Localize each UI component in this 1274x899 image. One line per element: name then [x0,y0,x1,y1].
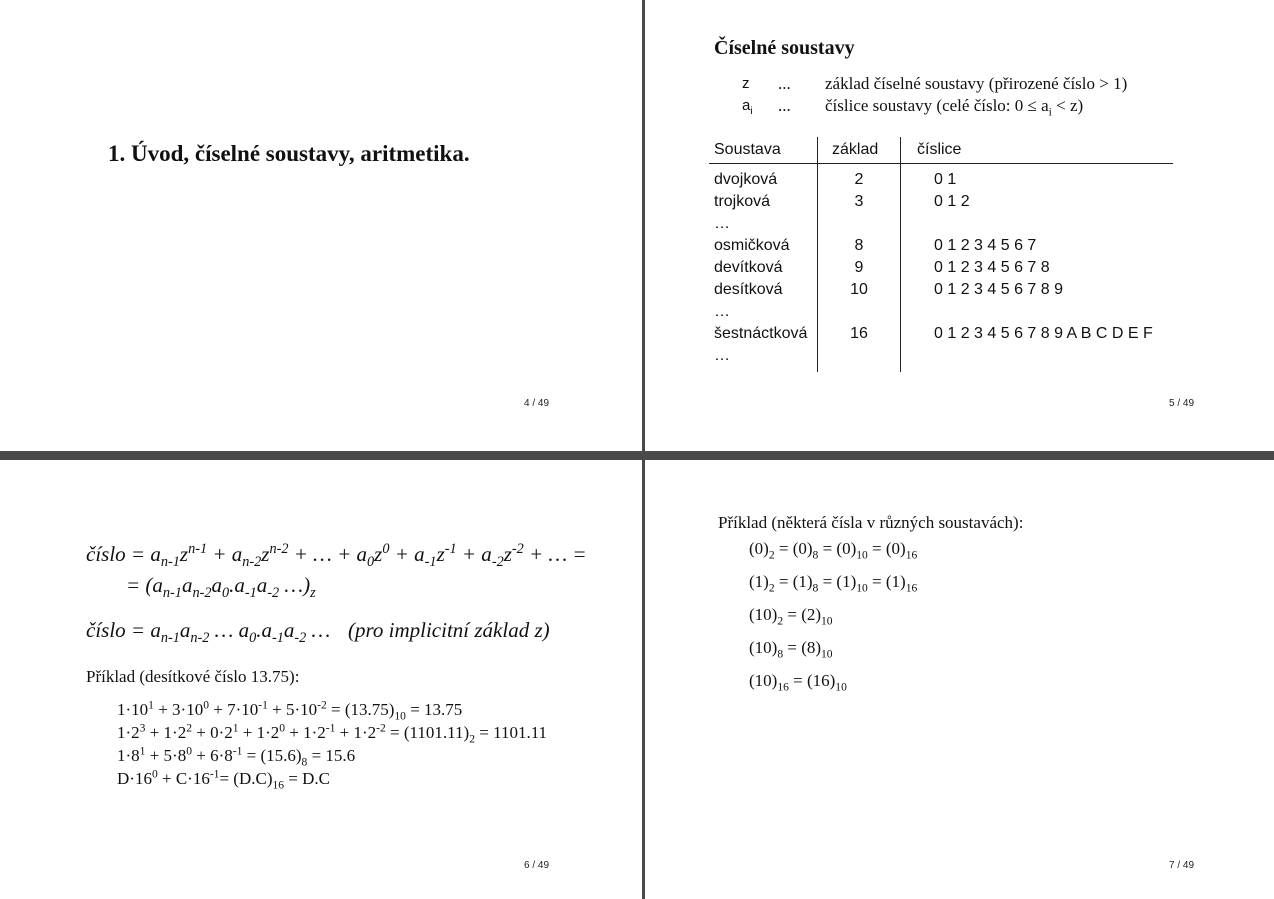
slide-7 [645,460,1274,899]
table-cell: trojková [714,193,771,210]
base-subscript: 10 [856,581,868,595]
base-subscript: 10 [821,647,833,661]
number-value: (1) [836,572,857,591]
def-symbol-ai: $a_i$ [742,97,753,117]
table-cell: 3 [854,193,864,210]
table-cell: 0 1 2 3 4 5 6 7 8 9 A B C D E F [934,325,1153,342]
example-title: Příklad (některá čísla v různých soustavách): [718,513,1024,532]
table-cell: šestnáctková [714,325,808,342]
base-subscript: 10 [856,548,868,562]
conversion-line: $(10)_2 = (2)_{10}$ [749,605,833,628]
table-header: Soustava [714,141,781,158]
base-subscript: 2 [768,581,775,595]
table-cell: 9 [854,259,864,276]
table-cell: … [714,303,730,320]
conversion-line: $(10)_8 = (8)_{10}$ [749,638,833,661]
number-value: (10) [749,605,778,624]
table-header: číslice [917,141,962,158]
base-subscript: 2 [768,548,775,562]
table-cell: 8 [854,237,864,254]
number-value: (1) [792,572,813,591]
horizontal-divider [0,451,1274,460]
number-value: (10) [749,638,778,657]
slide-5 [645,0,1274,451]
table-cell: 16 [850,325,868,342]
equation-general: číslo = $a_{n-1}z^{n-1} + a_{n-2}z^{n-2}$ + … + $a_0z^0 + a_{-1}z^{-1} + a_{-2}z^{-2}$ + … = [86,541,587,571]
slide-6 [0,460,642,899]
base-subscript: 8 [812,581,819,595]
example-title: Příklad (desítkové číslo 13.75): [86,667,300,686]
base-subscript: 10 [821,614,833,628]
number-value: (0) [792,539,813,558]
page-number: 5 / 49 [1169,398,1195,409]
number-value: (16) [806,671,836,690]
base-subscript: 16 [905,581,918,595]
def-dots: ... [778,96,791,115]
number-value: (10) [749,671,778,690]
example-row: $D\cdot 16^0 + C\cdot 16^{-1}= (D.C)_{16} = D.C$ [117,767,330,792]
number-value: (0) [749,539,769,558]
number-value: (1) [749,572,769,591]
page-number: 4 / 49 [524,398,550,409]
conversion-line: $(0)_2 = (0)_8 = (0)_{10} = (0)_{16}$ [749,539,918,562]
number-value: (1) [885,572,906,591]
table-cell: 0 1 2 3 4 5 6 7 [934,237,1037,254]
table-header-rule [709,163,1173,164]
table-cell: 0 1 2 [934,193,970,210]
equation-implicit: číslo = $a_{n-1}a_{n-2}$ … $a_0.a_{-1}a_{-2}$ … [86,618,331,647]
base-subscript: 16 [905,548,918,562]
table-cell: dvojková [714,171,778,188]
example-row: $1\cdot 8^1 + 5\cdot 8^0 + 6\cdot 8^{-1} = (15.6)_8 = 15.6$ [117,744,356,769]
table-cell: … [714,347,730,364]
conversion-line: $(10)_{16} = (16)_{10}$ [749,671,847,694]
table-cell: desítková [714,281,783,298]
table-cell: 10 [850,281,868,298]
number-value: (0) [836,539,857,558]
equation-positional: = ($a_{n-1}a_{n-2}a_0.a_{-1}a_{-2}$ $\dots)_z$ [126,573,316,602]
page-number: 7 / 49 [1169,860,1195,871]
table-cell: 0 1 2 3 4 5 6 7 8 9 [934,281,1063,298]
example-row: $1\cdot 10^1 + 3\cdot 10^0 + 7\cdot 10^{-1} + 5\cdot 10^{-2} = (13.75)_{10} = 13.75$ [117,698,463,723]
conversion-line: $(1)_2 = (1)_8 = (1)_{10} = (1)_{16}$ [749,572,918,595]
table-cell: 0 1 2 3 4 5 6 7 8 [934,259,1050,276]
def-text-ai: číslice soustavy (celé číslo: $0 \le a_i < z$) [825,96,1084,119]
base-subscript: 2 [777,614,784,628]
table-cell: 0 1 [934,171,957,188]
number-value: (0) [885,539,906,558]
def-symbol-z: z [742,75,750,92]
table-cell: devítková [714,259,783,276]
number-value: (8) [801,638,822,657]
table-cell: … [714,215,730,232]
page-number: 6 / 49 [524,860,550,871]
table-column-rule [900,137,901,372]
def-dots: ... [778,74,791,93]
example-row: $1\cdot 2^3 + 1\cdot 2^2 + 0\cdot 2^1 + 1\cdot 2^0 + 1\cdot 2^{-1} + 1\cdot 2^{-2} = (1101.11)_2 = 1101.11$ [117,721,548,746]
base-subscript: 10 [835,680,847,694]
equation-implicit-note: (pro implicitní základ z) [348,618,550,642]
table-header: základ [832,141,879,158]
slide-title: 1. Úvod, číselné soustavy, aritmetika. [108,141,470,166]
number-value: (2) [801,605,822,624]
slide-title: Číselné soustavy [714,37,855,59]
base-subscript: 16 [777,680,789,694]
table-cell: 2 [854,171,864,188]
table-cell: osmičková [714,237,790,254]
def-text-z: základ číselné soustavy (přirozené číslo > 1) [825,74,1128,93]
base-subscript: 8 [812,548,819,562]
slide-4 [0,0,642,451]
base-subscript: 8 [777,647,784,661]
